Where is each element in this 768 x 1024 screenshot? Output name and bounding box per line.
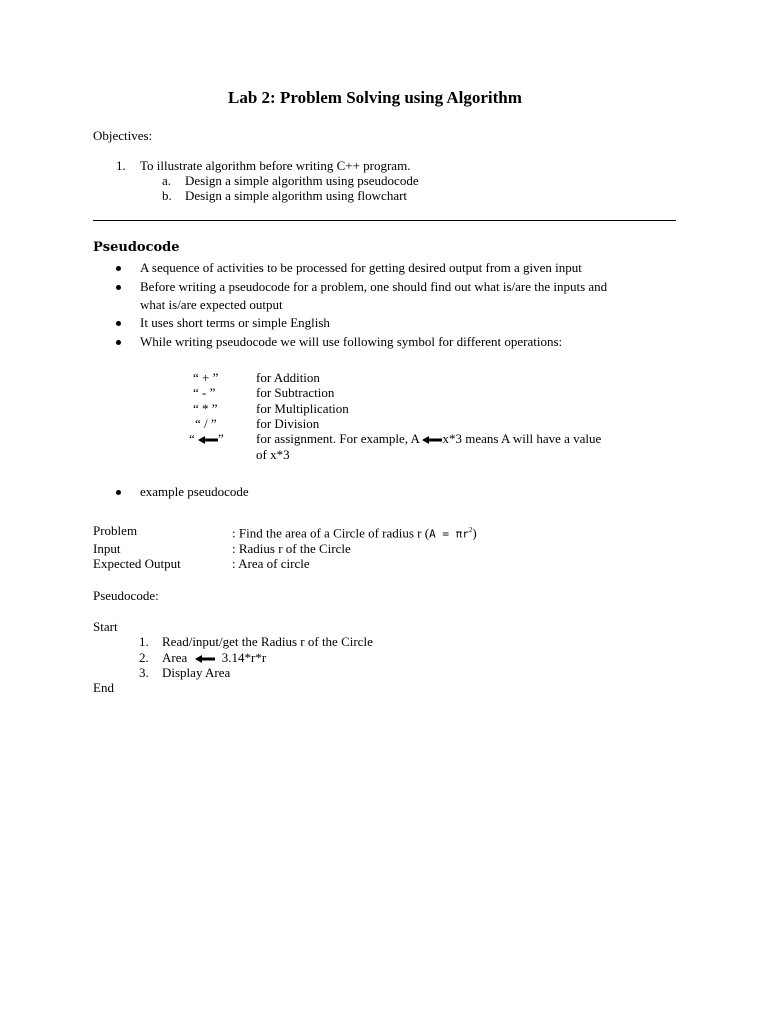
sub-objective-b-text: Design a simple algorithm using flowchart xyxy=(185,188,408,203)
problem-value xyxy=(232,523,477,541)
symbol-meaning: for Multiplication xyxy=(256,401,349,416)
assignment-text-before: for assignment. For example, A xyxy=(256,431,420,446)
left-arrow-icon xyxy=(195,655,215,663)
pseudocode-label: Pseudocode: xyxy=(93,588,159,603)
left-arrow-icon xyxy=(422,436,442,444)
step-number: 1. xyxy=(139,634,149,649)
algorithm-start: Start xyxy=(93,619,118,634)
bullet-icon xyxy=(116,321,121,326)
formula-exponent: 2 xyxy=(468,526,473,534)
symbol-plus: “ + ” xyxy=(193,370,219,385)
bullet-icon xyxy=(116,285,121,290)
step-number: 2. xyxy=(139,650,149,665)
symbol-meaning: for Addition xyxy=(256,370,320,385)
step-text-after: 3.14*r*r xyxy=(221,650,267,665)
objectives-label: Objectives: xyxy=(93,128,153,143)
problem-label: Problem xyxy=(93,523,138,538)
bullet-icon xyxy=(116,340,121,345)
objective-number: 1. xyxy=(116,158,126,173)
page-title: Lab 2: Problem Solving using Algorithm xyxy=(228,88,522,107)
bullet-icon xyxy=(116,266,121,271)
quote-close: ” xyxy=(218,431,224,446)
output-value: : Area of circle xyxy=(232,556,310,571)
assignment-text-continued: of x*3 xyxy=(256,447,290,462)
input-value: : Radius r of the Circle xyxy=(232,541,351,556)
problem-text: : Find the area of a Circle of radius r ( xyxy=(232,525,430,541)
step-text: Read/input/get the Radius r of the Circle xyxy=(162,634,373,649)
algorithm-end: End xyxy=(93,680,114,695)
symbol-assignment xyxy=(189,431,224,446)
bullet-text: A sequence of activities to be processed for getting desired output from a given input xyxy=(140,260,582,275)
horizontal-divider xyxy=(93,220,676,221)
formula-close: ) xyxy=(472,525,477,541)
symbol-minus: “ - ” xyxy=(193,385,216,400)
bullet-text: While writing pseudocode we will use following symbol for different operations: xyxy=(140,334,563,349)
area-formula: A = πr xyxy=(429,527,469,541)
symbol-meaning: for Division xyxy=(256,416,320,431)
step-text: Display Area xyxy=(162,665,231,680)
bullet-text: It uses short terms or simple English xyxy=(140,315,330,330)
sub-objective-a-text: Design a simple algorithm using pseudocode xyxy=(185,173,419,188)
step-text-before: Area xyxy=(162,650,188,665)
symbol-divide: “ / ” xyxy=(195,416,217,431)
bullet-text: Before writing a pseudocode for a problem, one should find out what is/are the inputs and xyxy=(140,279,608,294)
output-label: Expected Output xyxy=(93,556,181,571)
bullet-text-continued: what is/are expected output xyxy=(140,297,283,312)
sub-objective-b-label: b. xyxy=(162,188,172,203)
bullet-icon xyxy=(116,490,121,495)
assignment-meaning xyxy=(256,431,601,446)
symbol-multiply: “ * ” xyxy=(193,401,218,416)
bullet-text: example pseudocode xyxy=(140,484,249,499)
quote-open: “ xyxy=(189,431,195,446)
objective-text: To illustrate algorithm before writing C++ program. xyxy=(140,158,411,173)
assignment-text-after: x*3 means A will have a value xyxy=(442,431,602,446)
left-arrow-icon xyxy=(198,436,218,444)
sub-objective-a-label: a. xyxy=(162,173,172,188)
step-text xyxy=(162,650,266,665)
input-label: Input xyxy=(93,541,121,556)
section-heading: Pseudocode xyxy=(93,240,180,255)
symbol-meaning: for Subtraction xyxy=(256,385,335,400)
step-number: 3. xyxy=(139,665,149,680)
